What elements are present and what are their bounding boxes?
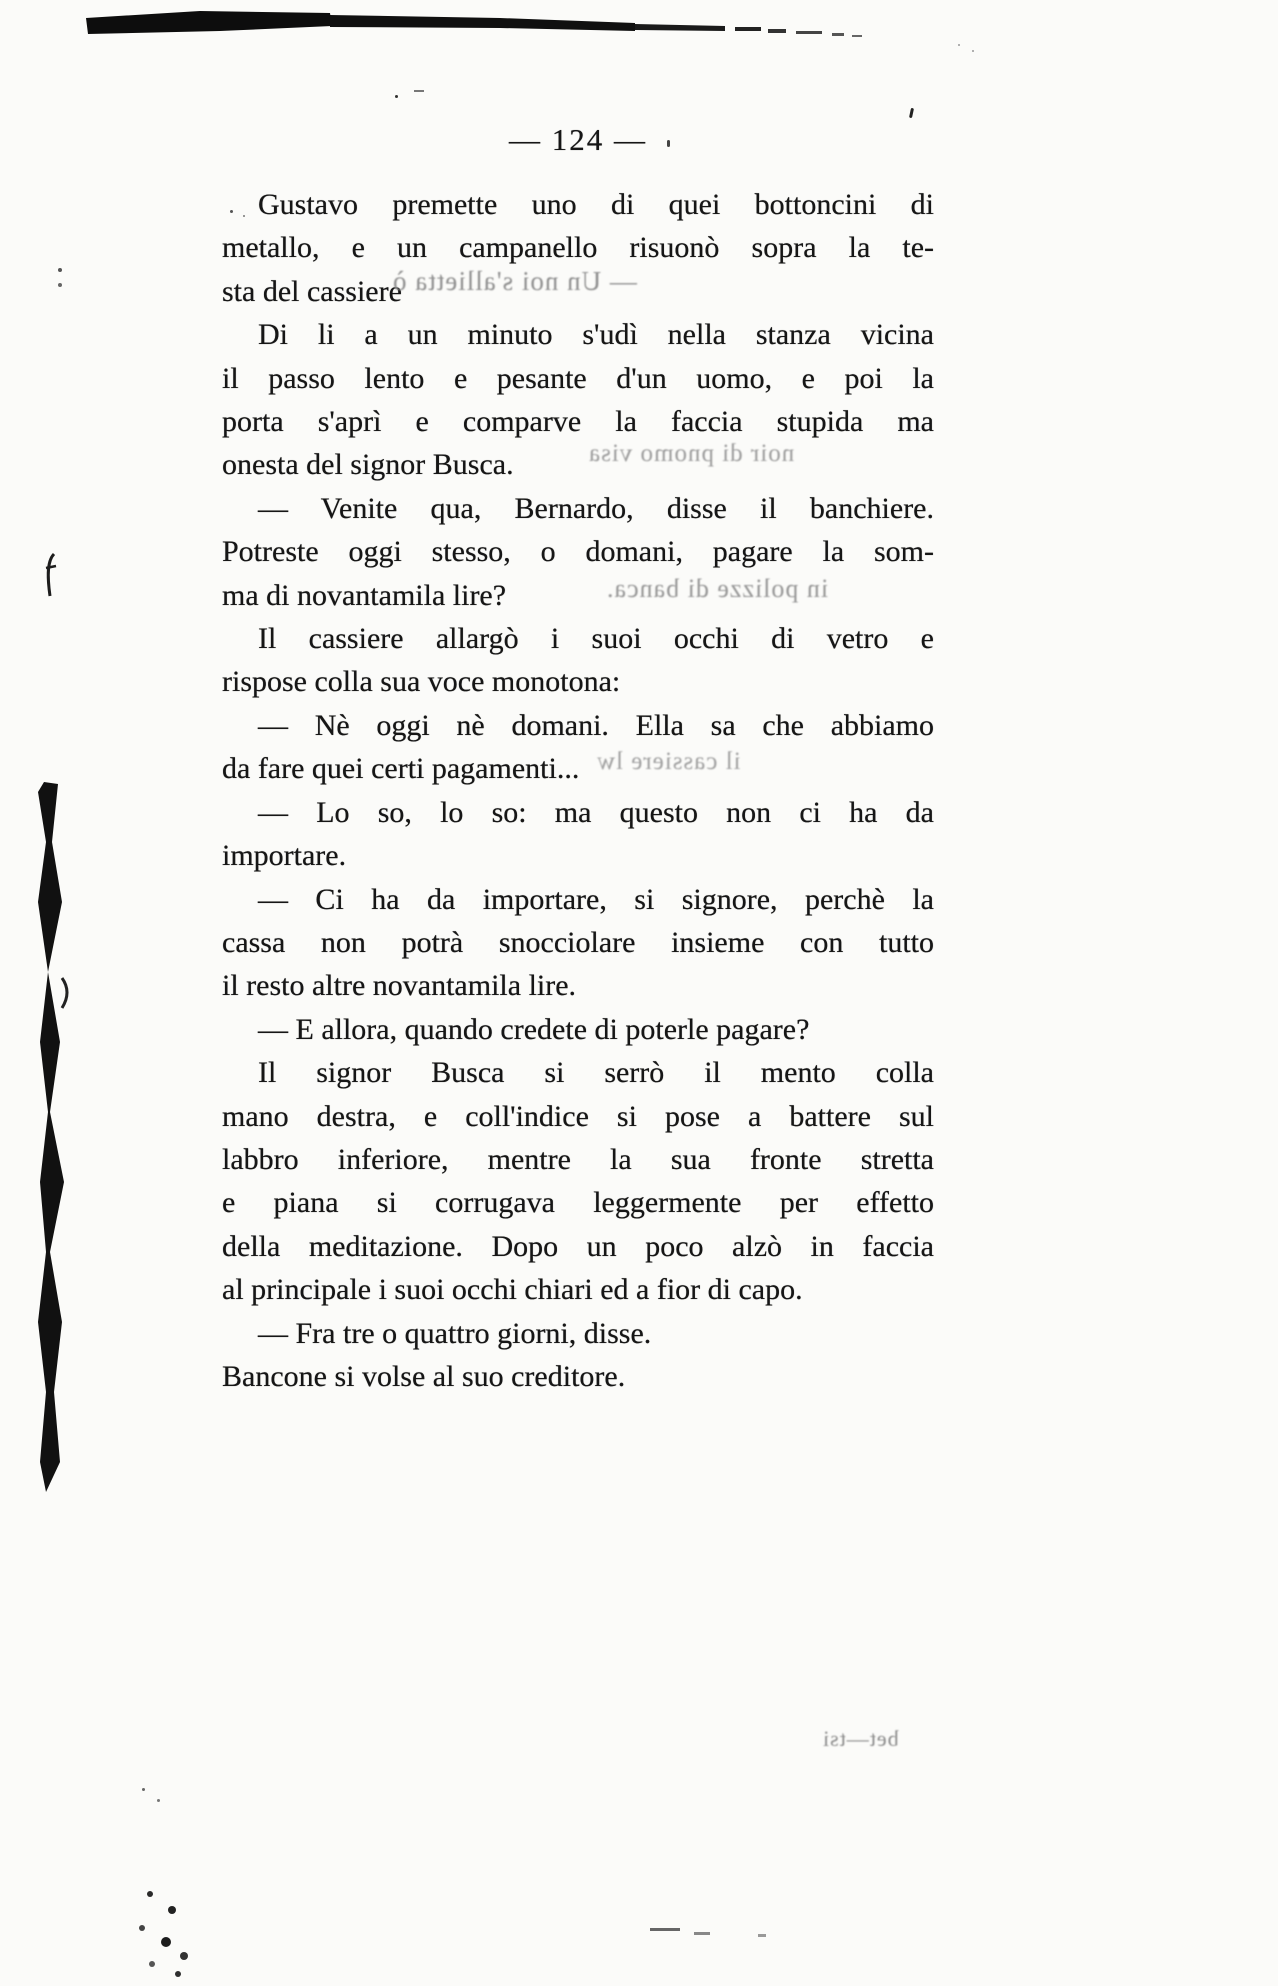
ink-speck [395,95,398,98]
text-line: — Lo so, lo so: ma questo non ci ha da [258,795,934,829]
text-line: e piana si corrugava leggermente per effetto [222,1186,934,1220]
bleedthrough-text: bet—tsi [822,1726,899,1751]
text-line: Gustavo premette uno di quei bottoncini di [258,188,934,221]
body-text [222,183,934,1398]
text-line: della meditazione. Dopo un poco alzò in faccia [222,1229,934,1263]
text-line: — Fra tre o quattro giorni, disse. [258,1316,652,1350]
ink-speck [58,283,62,287]
ink-speck [58,268,62,272]
text-line: mano destra, e coll'indice si pose a battere sul [222,1099,934,1133]
text-line: sta del cassiere [222,274,402,308]
ink-speck [958,44,960,46]
ink-speck [157,1799,160,1802]
bleedthrough-text: noir di pnomo visa [588,440,795,467]
text-line: Il signor Busca si serrò il mento colla [258,1056,934,1090]
text-line: Il cassiere allargò i suoi occhi di vetro e [258,622,934,656]
ink-speck [414,90,424,92]
bleedthrough-text: il cassiere lw [596,748,741,775]
ink-speck [142,1788,145,1791]
text-line: — Venite qua, Bernardo, disse il banchiere. [258,491,934,525]
scan-artifact-squiggle [42,552,62,598]
text-line: — Ci ha da importare, si signore, perchè la [258,882,934,916]
text-line: — Nè oggi nè domani. Ella sa che abbiamo [258,708,934,742]
ink-speck [694,1932,710,1935]
text-line: Di li a un minuto s'udì nella stanza vicina [258,318,934,352]
text-line: labbro inferiore, mentre la sua fronte stretta [222,1142,934,1176]
bleedthrough-text: — Un noi s'allietta ò [392,266,637,296]
text-line: porta s'aprì e comparve la faccia stupida ma [222,405,934,439]
text-line: il passo lento e pesante d'un uomo, e poi la [222,361,934,395]
ink-speck [972,50,974,52]
text-line: cassa non potrà snocciolare insieme con tutto [222,925,934,959]
text-line: onesta del signor Busca. [222,448,514,482]
text-line: Bancone si volse al suo creditore. [222,1359,626,1393]
text-line: rispose colla sua voce monotona: [222,665,621,699]
bleedthrough-text: in polizze di banca. [606,574,829,603]
text-line: importare. [222,839,347,873]
text-line: metallo, e un campanello risuonò sopra la te- [222,231,934,265]
scan-artifact-binding-smudge [36,782,72,1494]
text-line: il resto altre novantamila lire. [222,969,577,1003]
ink-speck [758,1934,766,1937]
text-line: da fare quei certi pagamenti... [222,752,580,786]
ink-speck [909,108,914,118]
page-number: — 124 — [509,122,647,157]
text-line: al principale i suoi occhi chiari ed a fior di capo. [222,1273,803,1307]
text-line: Potreste oggi stesso, o domani, pagare la som- [222,535,934,569]
text-line: ma di novantamila lire? [222,578,507,612]
scan-artifact-top-bar [80,6,870,50]
scan-artifact-dot-cluster [120,1878,230,1982]
text-line: — E allora, quando credete di poterle pagare? [258,1012,810,1046]
ink-speck [650,1928,680,1931]
